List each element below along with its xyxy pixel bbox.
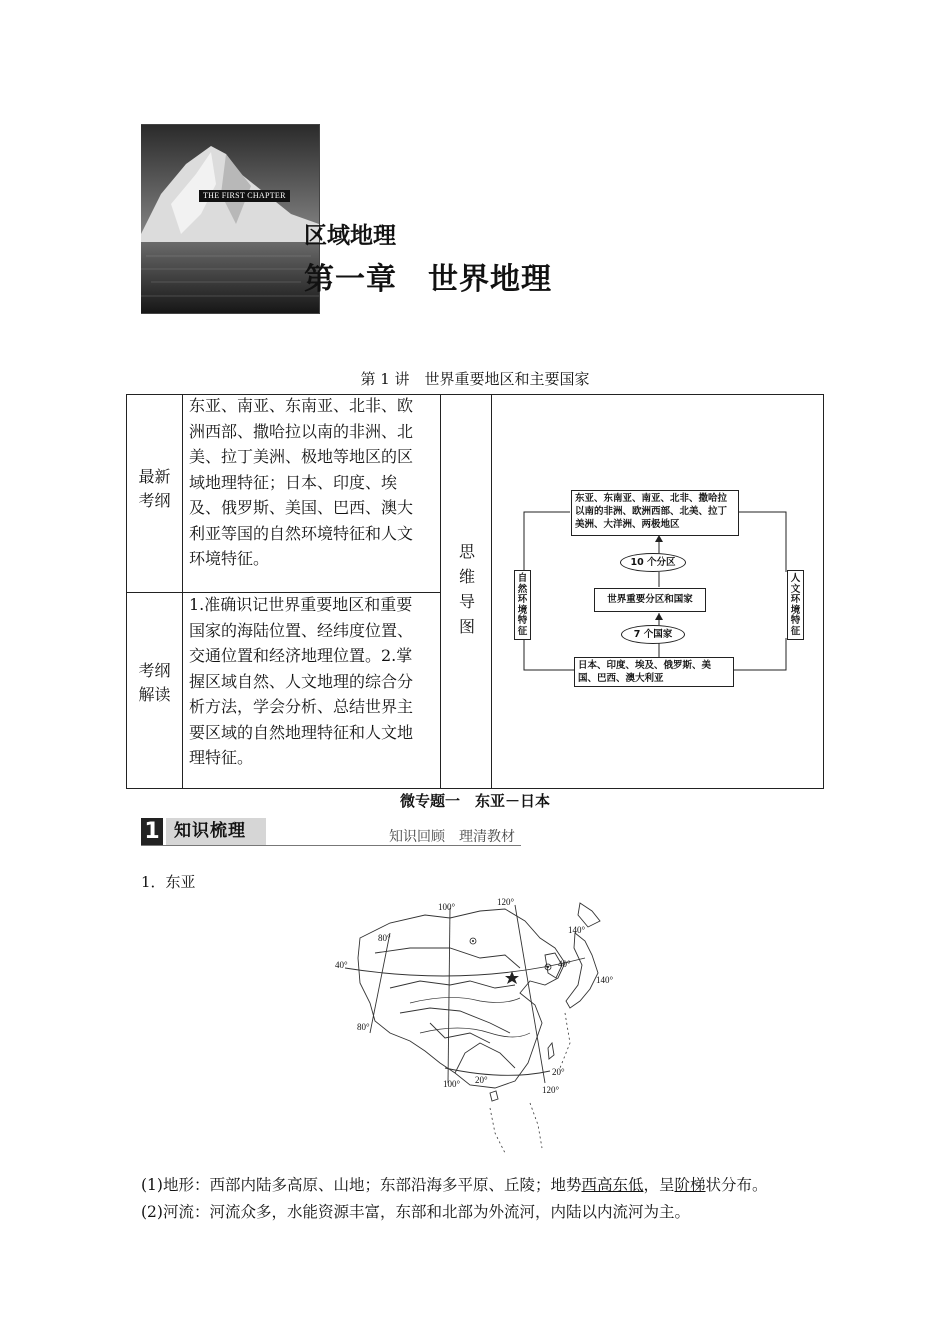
- east-asia-map: [330, 893, 620, 1163]
- content-line: 利亚等国的自然环境特征和人文: [189, 523, 414, 543]
- map-label: 140°: [596, 975, 614, 985]
- mindmap-text-line: 美洲、大洋洲、两极地区: [575, 519, 680, 530]
- mindmap-text-line: 日本、印度、埃及、俄罗斯、美: [578, 660, 712, 671]
- chapter-frame: [141, 124, 320, 314]
- banner-number: 1: [141, 818, 163, 845]
- mindmap-vert-char: 征: [790, 625, 801, 637]
- row-label-line: 考纲: [138, 661, 171, 680]
- mindmap-vert-char: 境: [517, 604, 528, 616]
- content-line: 析方法，学会分析、总结世界主: [189, 697, 414, 716]
- mindmap-vert-char: 征: [517, 625, 528, 637]
- map-label: 40°: [558, 959, 571, 969]
- mindmap-regions-box: [571, 490, 739, 536]
- lecture-title: 第 1 讲 世界重要地区和主要国家: [360, 370, 590, 388]
- mindmap-vert-char: 人: [790, 573, 801, 584]
- paragraph-terrain: [141, 1173, 768, 1195]
- content-line: 东亚、南亚、东南亚、北非、欧: [189, 396, 414, 415]
- map-label: 120°: [542, 1085, 560, 1095]
- map-label: 20°: [552, 1067, 565, 1077]
- text-span: ，呈: [643, 1176, 675, 1194]
- map-label: 80°: [357, 1022, 370, 1032]
- content-line: 域地理特征；日本、印度、埃: [189, 472, 398, 492]
- item-heading: 1．东亚: [141, 873, 196, 891]
- row-label-line: 解读: [138, 685, 171, 704]
- chapter-ribbon: THE FIRST CHAPTER: [199, 190, 290, 202]
- topic-title: 微专题一 东亚－日本: [399, 792, 550, 810]
- mindmap-vert-char: 文: [790, 583, 801, 595]
- mindmap-natural-box: [514, 570, 531, 640]
- row-label-line: 最新: [138, 467, 171, 486]
- text-span: 状分布。: [705, 1176, 768, 1194]
- map-label: 80°: [378, 933, 391, 943]
- map-label: 20°: [475, 1075, 488, 1085]
- mindmap-countries-box: [574, 657, 734, 687]
- content-line: 洲西部、撒哈拉以南的非洲、北: [189, 421, 414, 441]
- map-label: 100°: [438, 902, 456, 912]
- content-line: 交通位置和经济地理位置。2.掌: [189, 646, 413, 665]
- map-label: 120°: [497, 897, 515, 907]
- mindmap-label-char: 图: [458, 617, 475, 636]
- paragraph-rivers: (2)河流：河流众多，水能资源丰富，东部和北部为外流河，内陆以内流河为主。: [141, 1203, 690, 1221]
- row-label-outline-interpretation: [127, 659, 182, 707]
- mindmap-text-line: 东亚、东南亚、南亚、北非、撒哈拉: [575, 493, 728, 504]
- text-span: (1)地形：西部内陆多高原、山地；东部沿海多平原、丘陵；地势: [141, 1176, 582, 1194]
- banner-subtitle: 知识回顾 理清教材: [389, 829, 515, 845]
- map-label: 140°: [568, 925, 586, 935]
- content-line: 握区域自然、人文地理的综合分: [189, 671, 414, 691]
- mindmap-text-line: 以南的非洲、欧洲西部、北美、拉丁: [575, 506, 728, 517]
- content-line: 1.准确识记世界重要地区和重要: [189, 595, 413, 614]
- mindmap-human-box: [787, 570, 804, 640]
- mindmap-countries-oval: 7 个国家: [621, 625, 685, 644]
- map-label: 40°: [335, 960, 348, 970]
- banner-label: 知识梳理: [166, 818, 266, 845]
- mindmap-center-box: 世界重要分区和国家: [594, 588, 706, 612]
- mindmap-vert-char: 特: [517, 615, 528, 626]
- content-line: 要区域的自然地理特征和人文地: [189, 722, 414, 742]
- content-line: 环境特征。: [189, 549, 270, 568]
- outline-interpretation-content: [189, 592, 439, 771]
- section-title: 区域地理: [304, 223, 396, 249]
- mindmap-vert-char: 环: [790, 594, 801, 605]
- mindmap-vert-char: 特: [790, 615, 801, 626]
- mindmap-vert-char: 然: [517, 583, 528, 595]
- mindmap-regions-oval: 10 个分区: [620, 553, 686, 572]
- mindmap-vert-char: 环: [517, 594, 528, 605]
- row-label-latest-outline: [127, 465, 182, 513]
- mindmap-label: [443, 539, 491, 639]
- map-label: 100°: [443, 1079, 461, 1089]
- content-line: 美、拉丁美洲、极地等地区的区: [189, 447, 414, 466]
- chapter-title: 第一章 世界地理: [304, 262, 552, 297]
- content-line: 及、俄罗斯、美国、巴西、澳大: [189, 498, 414, 517]
- mindmap-vert-char: 境: [790, 604, 801, 616]
- mindmap-label-char: 维: [458, 567, 475, 586]
- row-label-line: 考纲: [138, 491, 171, 510]
- mindmap-vert-char: 自: [517, 573, 528, 584]
- mindmap-text-line: 国、巴西、澳大利亚: [578, 673, 664, 684]
- mindmap-label-char: 导: [458, 592, 475, 611]
- mindmap-label-char: 思: [458, 542, 475, 561]
- underlined-answer: 西高东低: [581, 1176, 644, 1194]
- content-line: 国家的海陆位置、经纬度位置、: [189, 620, 414, 640]
- latest-outline-content: [189, 393, 439, 572]
- content-line: 理特征。: [189, 748, 254, 767]
- underlined-answer: 阶梯: [674, 1176, 706, 1194]
- outline-table: [126, 394, 824, 789]
